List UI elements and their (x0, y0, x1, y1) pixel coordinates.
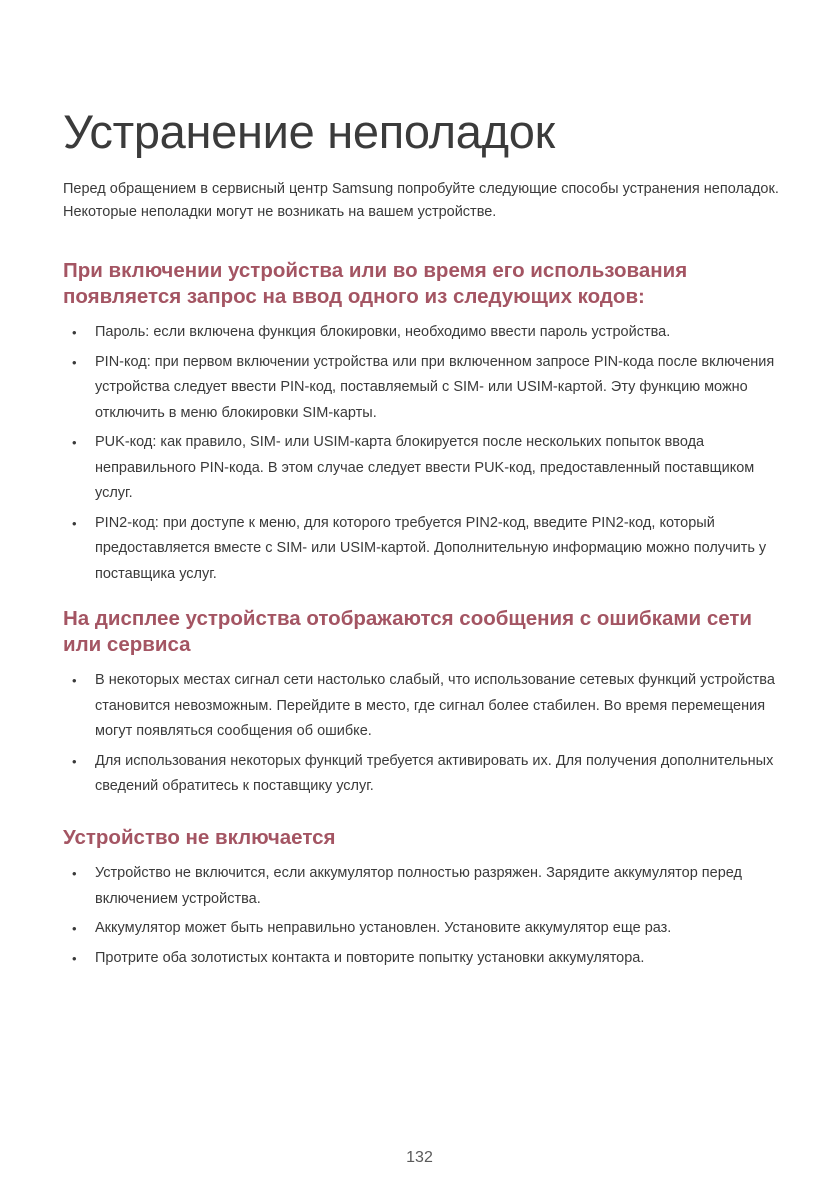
bullet-icon: • (72, 921, 77, 936)
bullet-icon: • (72, 325, 77, 340)
bullet-icon: • (72, 950, 77, 966)
list-item (63, 511, 783, 588)
list-item-text: Аккумулятор может быть неправильно установлен. Установите аккумулятор еще раз. (95, 920, 672, 936)
section-power-on (63, 825, 783, 975)
page-number: 132 (406, 1149, 433, 1166)
section-codes (63, 258, 783, 591)
bullet-icon: • (72, 354, 77, 370)
list-item-text: PIN2-код: при доступе к меню, для которого требуется PIN2-код, введите PIN2-код, который предоставляется вместе с SIM- или USIM-картой. Дополнительную информацию можно получить у поставщика услуг. (95, 514, 767, 582)
bullet-list (63, 668, 783, 800)
bullet-icon: • (72, 515, 77, 531)
list-item-text: PUK-код: как правило, SIM- или USIM-карта блокируется после нескольких попыток ввода неправильного PIN-кода. В этом случае следует ввести PUK-код, предоставленный поставщиком услуг. (95, 434, 755, 501)
list-item (63, 946, 783, 972)
page-title: Устранение неполадок (63, 105, 555, 158)
bullet-icon: • (72, 673, 77, 688)
list-item-text: Протрите оба золотистых контакта и повторите попытку установки аккумулятора. (95, 949, 645, 966)
section-heading: Устройство не включается (63, 826, 336, 849)
section-heading: При включении устройства или во время его использования появляется запрос на ввод одного из следующих кодов: (63, 259, 688, 308)
section-heading: На дисплее устройства отображаются сообщения с ошибками сети или сервиса (63, 607, 753, 656)
list-item (63, 350, 783, 427)
bullet-icon: • (72, 753, 77, 769)
list-item-text: Для использования некоторых функций требуется активировать их. Для получения дополнительных сведений обратитесь к поставщику услуг. (95, 752, 774, 794)
bullet-list (63, 861, 783, 971)
list-item (63, 861, 783, 912)
bullet-icon: • (72, 435, 77, 450)
list-item (63, 916, 783, 942)
list-item (63, 749, 783, 800)
list-item (63, 668, 783, 745)
intro-paragraph: Перед обращением в сервисный центр Samsung попробуйте следующие способы устранения неполадок. Некоторые неполадки могут не возникать на вашем устройстве. (63, 181, 779, 220)
bullet-icon: • (72, 866, 77, 881)
bullet-list (63, 320, 783, 587)
list-item (63, 320, 783, 346)
list-item-text: PIN-код: при первом включении устройства или при включенном запросе PIN-кода после включения устройства следует ввести PIN-код, поставляемый с SIM- или USIM-картой. Эту функцию можно отключить в меню блокировки SIM-карты. (95, 353, 775, 421)
list-item (63, 430, 783, 507)
list-item-text: Пароль: если включена функция блокировки, необходимо ввести пароль устройства. (95, 324, 671, 340)
section-network-errors (63, 606, 783, 804)
list-item-text: Устройство не включится, если аккумулятор полностью разряжен. Зарядите аккумулятор перед включением устройства. (95, 865, 742, 907)
list-item-text: В некоторых местах сигнал сети настолько слабый, что использование сетевых функций устройства становится невозможным. Перейдите в место, где сигнал более стабилен. Во время перемещения могут появляться сообщения об ошибке. (95, 672, 775, 739)
